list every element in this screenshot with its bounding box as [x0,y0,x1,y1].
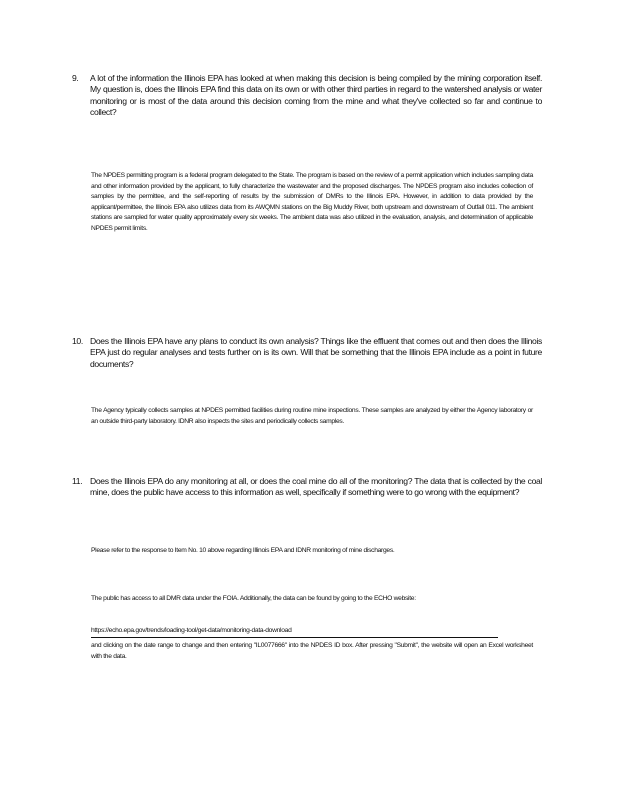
question-10 [72,336,542,370]
question-text: Does the Illinois EPA do any monitoring at all, or does the coal mine do all of the monitoring? The data that is collected by the coal mine, does the public have access to this information as well, specifically if something were to go wrong with the equipment? [90,476,542,498]
question-number: 9. [72,73,79,83]
echo-website-link[interactable]: https://echo.epa.gov/trends/loading-tool/get-data/monitoring-data-download [91,626,498,638]
answer-9 [91,171,533,235]
question-number: 10. [72,336,83,346]
question-number: 11. [72,476,83,486]
answer-text: The Agency typically collects samples at NPDES permitted facilities during routine mine inspections. These samples are analyzed by either the Agency laboratory or an outside third-party laboratory. IDNR also inspects the sites and periodically collects samples. [91,407,533,425]
question-11 [72,476,542,499]
answer-text: Please refer to the response to Item No. 10 above regarding Illinois EPA and IDNR monitoring of mine discharges. [91,547,395,554]
question-text: A lot of the information the Illinois EPA has looked at when making this decision is being compiled by the mining corporation itself. My question is, does the Illinois EPA find this data on its own or with other third parties in regard to the watershed analysis or water monitoring or is most of the data around this decision coming from the mine and what they've collected so far and continue to collect? [90,73,542,118]
answer-10 [91,406,533,427]
question-text: Does the Illinois EPA have any plans to conduct its own analysis? Things like the effluent that comes out and then does the Illinois EPA just do regular analyses and tests further on is its own. Will that be something that the Illinois EPA include as a point in future documents? [90,336,542,369]
question-9 [72,73,542,119]
answer-11-public-access [91,594,533,605]
public-access-text: The public has access to all DMR data under the FOIA. Additionally, the data can be found by going to the ECHO website: [91,595,416,602]
answer-11 [91,546,533,557]
instructions-text: and clicking on the date range to change and then entering "IL0077666" into the NPDES ID box. After pressing "Submit", the website will open an Excel worksheet with the data. [91,642,533,660]
echo-instructions [91,641,533,662]
answer-text: The NPDES permitting program is a federal program delegated to the State. The program is based on the review of a permit application which includes sampling data and other information provided by the applicant, to fully characterize the wastewater and the proposed discharges. The NPDES program also includes collection of samples by the permittee, and the self-reporting of results by the submission of DMRs to the Illinois EPA. However, in addition to data provided by the applicant/permittee, the Illinois EPA also utilizes data from its AWQMN stations on the Big Muddy River, both upstream and downstream of Outfall 011. The ambient stations are sampled for water quality approximately every six weeks. The ambient data was also utilized in the evaluation, analysis, and determination of applicable NPDES permit limits. [91,172,533,232]
